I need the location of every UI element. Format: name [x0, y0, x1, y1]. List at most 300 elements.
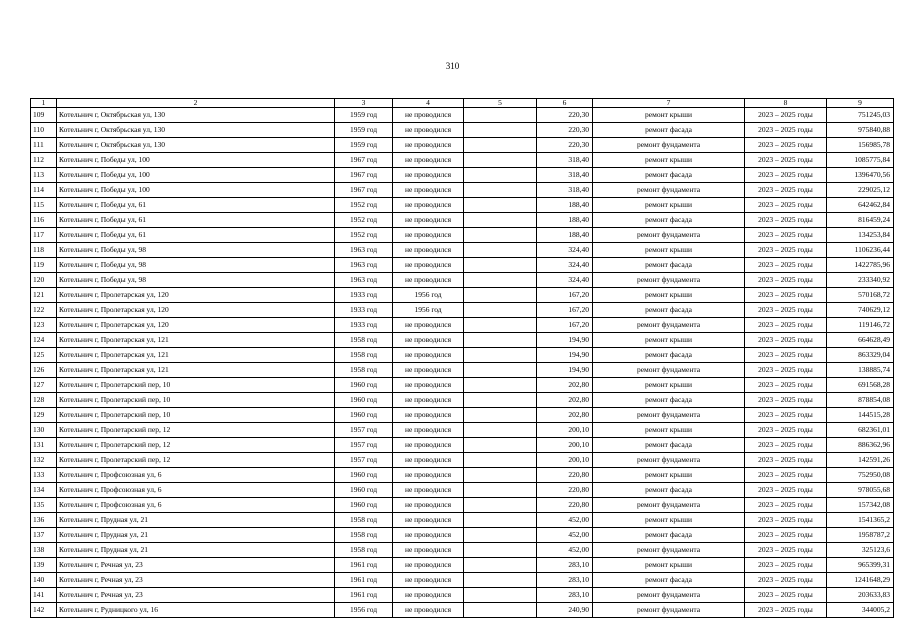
period-cell: 2023 – 2025 годы — [745, 182, 827, 197]
year-built-cell: 1959 год — [335, 137, 393, 152]
empty-cell — [464, 572, 537, 587]
cost-cell: 886362,96 — [827, 437, 894, 452]
table-row — [31, 512, 894, 527]
year-built-cell: 1967 год — [335, 182, 393, 197]
work-type-cell: ремонт крыши — [593, 152, 745, 167]
work-type-cell: ремонт крыши — [593, 332, 745, 347]
last-capital-repair-cell: не проводился — [393, 437, 464, 452]
table-row — [31, 422, 894, 437]
table-row — [31, 167, 894, 182]
empty-cell — [464, 392, 537, 407]
table-row — [31, 587, 894, 602]
address-cell: Котельнич г, Победы ул, 98 — [57, 257, 335, 272]
table-row — [31, 572, 894, 587]
last-capital-repair-cell: не проводился — [393, 572, 464, 587]
empty-cell — [464, 242, 537, 257]
last-capital-repair-cell: не проводился — [393, 242, 464, 257]
last-capital-repair-cell: не проводился — [393, 317, 464, 332]
area-cell: 283,10 — [537, 572, 593, 587]
cost-cell: 1106236,44 — [827, 242, 894, 257]
last-capital-repair-cell: 1956 год — [393, 302, 464, 317]
empty-cell — [464, 167, 537, 182]
row-number-cell: 138 — [31, 542, 57, 557]
work-type-cell: ремонт фундамента — [593, 272, 745, 287]
cost-cell: 570168,72 — [827, 287, 894, 302]
empty-cell — [464, 437, 537, 452]
year-built-cell: 1958 год — [335, 347, 393, 362]
last-capital-repair-cell: не проводился — [393, 452, 464, 467]
address-cell: Котельнич г, Победы ул, 98 — [57, 242, 335, 257]
column-number: 8 — [745, 99, 827, 108]
period-cell: 2023 – 2025 годы — [745, 302, 827, 317]
empty-cell — [464, 527, 537, 542]
year-built-cell: 1963 год — [335, 272, 393, 287]
period-cell: 2023 – 2025 годы — [745, 527, 827, 542]
row-number-cell: 117 — [31, 227, 57, 242]
work-type-cell: ремонт фундамента — [593, 137, 745, 152]
work-type-cell: ремонт фундамента — [593, 602, 745, 617]
work-type-cell: ремонт фасада — [593, 212, 745, 227]
area-cell: 167,20 — [537, 302, 593, 317]
area-cell: 318,40 — [537, 152, 593, 167]
table-row — [31, 212, 894, 227]
cost-cell: 751245,03 — [827, 107, 894, 122]
last-capital-repair-cell: не проводился — [393, 332, 464, 347]
last-capital-repair-cell: не проводился — [393, 137, 464, 152]
table-row — [31, 407, 894, 422]
row-number-cell: 109 — [31, 107, 57, 122]
period-cell: 2023 – 2025 годы — [745, 377, 827, 392]
period-cell: 2023 – 2025 годы — [745, 347, 827, 362]
work-type-cell: ремонт фасада — [593, 527, 745, 542]
row-number-cell: 123 — [31, 317, 57, 332]
cost-cell: 752950,08 — [827, 467, 894, 482]
last-capital-repair-cell: не проводился — [393, 212, 464, 227]
cost-cell: 664628,49 — [827, 332, 894, 347]
table-body — [31, 107, 894, 617]
empty-cell — [464, 107, 537, 122]
row-number-cell: 111 — [31, 137, 57, 152]
address-cell: Котельнич г, Прудная ул, 21 — [57, 542, 335, 557]
work-type-cell: ремонт крыши — [593, 422, 745, 437]
empty-cell — [464, 467, 537, 482]
table-row — [31, 182, 894, 197]
table-row — [31, 557, 894, 572]
period-cell: 2023 – 2025 годы — [745, 497, 827, 512]
last-capital-repair-cell: не проводился — [393, 362, 464, 377]
period-cell: 2023 – 2025 годы — [745, 242, 827, 257]
work-type-cell: ремонт фундамента — [593, 362, 745, 377]
work-type-cell: ремонт фасада — [593, 167, 745, 182]
row-number-cell: 129 — [31, 407, 57, 422]
address-cell: Котельнич г, Профсоюзная ул, 6 — [57, 467, 335, 482]
table-row — [31, 257, 894, 272]
table-row — [31, 347, 894, 362]
table-row — [31, 242, 894, 257]
table-row — [31, 317, 894, 332]
year-built-cell: 1961 год — [335, 572, 393, 587]
table-row — [31, 122, 894, 137]
address-cell: Котельнич г, Октябрьская ул, 130 — [57, 137, 335, 152]
cost-cell: 878854,08 — [827, 392, 894, 407]
address-cell: Котельнич г, Речная ул, 23 — [57, 587, 335, 602]
empty-cell — [464, 122, 537, 137]
address-cell: Котельнич г, Пролетарская ул, 120 — [57, 287, 335, 302]
table-row — [31, 602, 894, 617]
empty-cell — [464, 452, 537, 467]
area-cell: 452,00 — [537, 542, 593, 557]
cost-cell: 138885,74 — [827, 362, 894, 377]
period-cell: 2023 – 2025 годы — [745, 602, 827, 617]
address-cell: Котельнич г, Пролетарский пер, 12 — [57, 452, 335, 467]
area-cell: 283,10 — [537, 587, 593, 602]
year-built-cell: 1959 год — [335, 122, 393, 137]
address-cell: Котельнич г, Октябрьская ул, 130 — [57, 122, 335, 137]
cost-cell: 975840,88 — [827, 122, 894, 137]
table-row — [31, 332, 894, 347]
repair-register-table — [30, 98, 894, 618]
column-number: 4 — [393, 99, 464, 108]
row-number-cell: 132 — [31, 452, 57, 467]
row-number-cell: 114 — [31, 182, 57, 197]
cost-cell: 344005,2 — [827, 602, 894, 617]
cost-cell: 1241648,29 — [827, 572, 894, 587]
empty-cell — [464, 212, 537, 227]
last-capital-repair-cell: не проводился — [393, 227, 464, 242]
cost-cell: 144515,28 — [827, 407, 894, 422]
row-number-cell: 118 — [31, 242, 57, 257]
cost-cell: 740629,12 — [827, 302, 894, 317]
work-type-cell: ремонт крыши — [593, 197, 745, 212]
last-capital-repair-cell: не проводился — [393, 542, 464, 557]
area-cell: 194,90 — [537, 362, 593, 377]
period-cell: 2023 – 2025 годы — [745, 572, 827, 587]
last-capital-repair-cell: не проводился — [393, 557, 464, 572]
last-capital-repair-cell: не проводился — [393, 257, 464, 272]
cost-cell: 642462,84 — [827, 197, 894, 212]
cost-cell: 142591,26 — [827, 452, 894, 467]
period-cell: 2023 – 2025 годы — [745, 197, 827, 212]
address-cell: Котельнич г, Пролетарский пер, 10 — [57, 407, 335, 422]
last-capital-repair-cell: не проводился — [393, 422, 464, 437]
area-cell: 324,40 — [537, 257, 593, 272]
last-capital-repair-cell: не проводился — [393, 122, 464, 137]
work-type-cell: ремонт фасада — [593, 437, 745, 452]
area-cell: 194,90 — [537, 347, 593, 362]
address-cell: Котельнич г, Пролетарская ул, 121 — [57, 332, 335, 347]
empty-cell — [464, 362, 537, 377]
area-cell: 452,00 — [537, 527, 593, 542]
area-cell: 220,80 — [537, 482, 593, 497]
empty-cell — [464, 482, 537, 497]
period-cell: 2023 – 2025 годы — [745, 512, 827, 527]
area-cell: 220,80 — [537, 497, 593, 512]
work-type-cell: ремонт фундамента — [593, 317, 745, 332]
cost-cell: 691568,28 — [827, 377, 894, 392]
table-row — [31, 452, 894, 467]
work-type-cell: ремонт фасада — [593, 122, 745, 137]
cost-cell: 682361,01 — [827, 422, 894, 437]
empty-cell — [464, 317, 537, 332]
row-number-cell: 121 — [31, 287, 57, 302]
work-type-cell: ремонт фасада — [593, 482, 745, 497]
year-built-cell: 1956 год — [335, 602, 393, 617]
address-cell: Котельнич г, Октябрьская ул, 130 — [57, 107, 335, 122]
last-capital-repair-cell: 1956 год — [393, 287, 464, 302]
row-number-cell: 125 — [31, 347, 57, 362]
empty-cell — [464, 272, 537, 287]
cost-cell: 229025,12 — [827, 182, 894, 197]
area-cell: 194,90 — [537, 332, 593, 347]
area-cell: 200,10 — [537, 452, 593, 467]
row-number-cell: 134 — [31, 482, 57, 497]
last-capital-repair-cell: не проводился — [393, 152, 464, 167]
period-cell: 2023 – 2025 годы — [745, 137, 827, 152]
period-cell: 2023 – 2025 годы — [745, 332, 827, 347]
last-capital-repair-cell: не проводился — [393, 272, 464, 287]
table-row — [31, 437, 894, 452]
row-number-cell: 136 — [31, 512, 57, 527]
period-cell: 2023 – 2025 годы — [745, 152, 827, 167]
area-cell: 318,40 — [537, 167, 593, 182]
last-capital-repair-cell: не проводился — [393, 392, 464, 407]
address-cell: Котельнич г, Пролетарский пер, 10 — [57, 392, 335, 407]
year-built-cell: 1960 год — [335, 377, 393, 392]
address-cell: Котельнич г, Профсоюзная ул, 6 — [57, 497, 335, 512]
column-number: 9 — [827, 99, 894, 108]
period-cell: 2023 – 2025 годы — [745, 437, 827, 452]
table-row — [31, 497, 894, 512]
cost-cell: 157342,08 — [827, 497, 894, 512]
empty-cell — [464, 542, 537, 557]
period-cell: 2023 – 2025 годы — [745, 392, 827, 407]
year-built-cell: 1961 год — [335, 557, 393, 572]
address-cell: Котельнич г, Пролетарская ул, 120 — [57, 317, 335, 332]
row-number-cell: 119 — [31, 257, 57, 272]
row-number-cell: 115 — [31, 197, 57, 212]
address-cell: Котельнич г, Прудная ул, 21 — [57, 512, 335, 527]
row-number-cell: 131 — [31, 437, 57, 452]
table-row — [31, 482, 894, 497]
work-type-cell: ремонт фундамента — [593, 452, 745, 467]
work-type-cell: ремонт фасада — [593, 302, 745, 317]
column-number-row — [31, 99, 894, 108]
row-number-cell: 124 — [31, 332, 57, 347]
period-cell: 2023 – 2025 годы — [745, 362, 827, 377]
period-cell: 2023 – 2025 годы — [745, 422, 827, 437]
address-cell: Котельнич г, Победы ул, 61 — [57, 227, 335, 242]
empty-cell — [464, 587, 537, 602]
year-built-cell: 1961 год — [335, 587, 393, 602]
page-number: 310 — [445, 61, 460, 71]
last-capital-repair-cell: не проводился — [393, 347, 464, 362]
empty-cell — [464, 512, 537, 527]
table-row — [31, 152, 894, 167]
address-cell: Котельнич г, Победы ул, 100 — [57, 152, 335, 167]
table-row — [31, 137, 894, 152]
period-cell: 2023 – 2025 годы — [745, 542, 827, 557]
area-cell: 220,30 — [537, 137, 593, 152]
row-number-cell: 140 — [31, 572, 57, 587]
area-cell: 202,80 — [537, 392, 593, 407]
empty-cell — [464, 182, 537, 197]
period-cell: 2023 – 2025 годы — [745, 482, 827, 497]
period-cell: 2023 – 2025 годы — [745, 557, 827, 572]
column-number: 7 — [593, 99, 745, 108]
work-type-cell: ремонт фасада — [593, 257, 745, 272]
column-number: 3 — [335, 99, 393, 108]
period-cell: 2023 – 2025 годы — [745, 452, 827, 467]
period-cell: 2023 – 2025 годы — [745, 407, 827, 422]
empty-cell — [464, 407, 537, 422]
year-built-cell: 1960 год — [335, 497, 393, 512]
year-built-cell: 1960 год — [335, 467, 393, 482]
year-built-cell: 1958 год — [335, 512, 393, 527]
cost-cell: 1541365,2 — [827, 512, 894, 527]
empty-cell — [464, 287, 537, 302]
table-row — [31, 392, 894, 407]
empty-cell — [464, 497, 537, 512]
row-number-cell: 139 — [31, 557, 57, 572]
cost-cell: 134253,84 — [827, 227, 894, 242]
empty-cell — [464, 302, 537, 317]
row-number-cell: 128 — [31, 392, 57, 407]
row-number-cell: 133 — [31, 467, 57, 482]
row-number-cell: 122 — [31, 302, 57, 317]
cost-cell: 119146,72 — [827, 317, 894, 332]
period-cell: 2023 – 2025 годы — [745, 212, 827, 227]
area-cell: 220,80 — [537, 467, 593, 482]
address-cell: Котельнич г, Победы ул, 100 — [57, 182, 335, 197]
year-built-cell: 1958 год — [335, 362, 393, 377]
last-capital-repair-cell: не проводился — [393, 107, 464, 122]
period-cell: 2023 – 2025 годы — [745, 257, 827, 272]
empty-cell — [464, 557, 537, 572]
column-number: 1 — [31, 99, 57, 108]
last-capital-repair-cell: не проводился — [393, 512, 464, 527]
empty-cell — [464, 197, 537, 212]
table-row — [31, 227, 894, 242]
work-type-cell: ремонт фундамента — [593, 407, 745, 422]
period-cell: 2023 – 2025 годы — [745, 167, 827, 182]
area-cell: 167,20 — [537, 317, 593, 332]
area-cell: 200,10 — [537, 422, 593, 437]
table-row — [31, 362, 894, 377]
area-cell: 220,30 — [537, 107, 593, 122]
empty-cell — [464, 152, 537, 167]
year-built-cell: 1958 год — [335, 542, 393, 557]
work-type-cell: ремонт крыши — [593, 557, 745, 572]
row-number-cell: 113 — [31, 167, 57, 182]
work-type-cell: ремонт фундамента — [593, 227, 745, 242]
work-type-cell: ремонт фасада — [593, 392, 745, 407]
year-built-cell: 1960 год — [335, 407, 393, 422]
year-built-cell: 1967 год — [335, 167, 393, 182]
cost-cell: 965399,31 — [827, 557, 894, 572]
year-built-cell: 1967 год — [335, 152, 393, 167]
year-built-cell: 1933 год — [335, 317, 393, 332]
empty-cell — [464, 347, 537, 362]
area-cell: 324,40 — [537, 242, 593, 257]
area-cell: 202,80 — [537, 377, 593, 392]
period-cell: 2023 – 2025 годы — [745, 317, 827, 332]
period-cell: 2023 – 2025 годы — [745, 467, 827, 482]
year-built-cell: 1960 год — [335, 392, 393, 407]
work-type-cell: ремонт крыши — [593, 242, 745, 257]
table-row — [31, 287, 894, 302]
work-type-cell: ремонт крыши — [593, 107, 745, 122]
address-cell: Котельнич г, Пролетарский пер, 12 — [57, 437, 335, 452]
year-built-cell: 1957 год — [335, 422, 393, 437]
last-capital-repair-cell: не проводился — [393, 467, 464, 482]
table-row — [31, 302, 894, 317]
row-number-cell: 135 — [31, 497, 57, 512]
address-cell: Котельнич г, Рудницкого ул, 16 — [57, 602, 335, 617]
row-number-cell: 137 — [31, 527, 57, 542]
work-type-cell: ремонт крыши — [593, 377, 745, 392]
area-cell: 220,30 — [537, 122, 593, 137]
cost-cell: 1396470,56 — [827, 167, 894, 182]
column-number: 6 — [537, 99, 593, 108]
table-row — [31, 107, 894, 122]
row-number-cell: 120 — [31, 272, 57, 287]
last-capital-repair-cell: не проводился — [393, 482, 464, 497]
row-number-cell: 116 — [31, 212, 57, 227]
address-cell: Котельнич г, Пролетарский пер, 12 — [57, 422, 335, 437]
row-number-cell: 110 — [31, 122, 57, 137]
cost-cell: 156985,78 — [827, 137, 894, 152]
address-cell: Котельнич г, Победы ул, 98 — [57, 272, 335, 287]
cost-cell: 1422785,96 — [827, 257, 894, 272]
cost-cell: 816459,24 — [827, 212, 894, 227]
cost-cell: 233340,92 — [827, 272, 894, 287]
table-row — [31, 377, 894, 392]
table-row — [31, 197, 894, 212]
row-number-cell: 141 — [31, 587, 57, 602]
area-cell: 202,80 — [537, 407, 593, 422]
area-cell: 188,40 — [537, 197, 593, 212]
year-built-cell: 1952 год — [335, 197, 393, 212]
year-built-cell: 1963 год — [335, 257, 393, 272]
row-number-cell: 127 — [31, 377, 57, 392]
work-type-cell: ремонт фасада — [593, 572, 745, 587]
work-type-cell: ремонт фундамента — [593, 587, 745, 602]
table-row — [31, 272, 894, 287]
last-capital-repair-cell: не проводился — [393, 377, 464, 392]
address-cell: Котельнич г, Победы ул, 61 — [57, 212, 335, 227]
address-cell: Котельнич г, Пролетарский пер, 10 — [57, 377, 335, 392]
cost-cell: 978055,68 — [827, 482, 894, 497]
last-capital-repair-cell: не проводился — [393, 407, 464, 422]
work-type-cell: ремонт крыши — [593, 512, 745, 527]
year-built-cell: 1957 год — [335, 437, 393, 452]
address-cell: Котельнич г, Пролетарская ул, 121 — [57, 362, 335, 377]
empty-cell — [464, 332, 537, 347]
table-row — [31, 467, 894, 482]
area-cell: 283,10 — [537, 557, 593, 572]
last-capital-repair-cell: не проводился — [393, 527, 464, 542]
last-capital-repair-cell: не проводился — [393, 197, 464, 212]
year-built-cell: 1959 год — [335, 107, 393, 122]
cost-cell: 1085775,84 — [827, 152, 894, 167]
empty-cell — [464, 377, 537, 392]
address-cell: Котельнич г, Победы ул, 61 — [57, 197, 335, 212]
cost-cell: 863329,04 — [827, 347, 894, 362]
area-cell: 200,10 — [537, 437, 593, 452]
year-built-cell: 1958 год — [335, 332, 393, 347]
area-cell: 188,40 — [537, 212, 593, 227]
work-type-cell: ремонт крыши — [593, 287, 745, 302]
